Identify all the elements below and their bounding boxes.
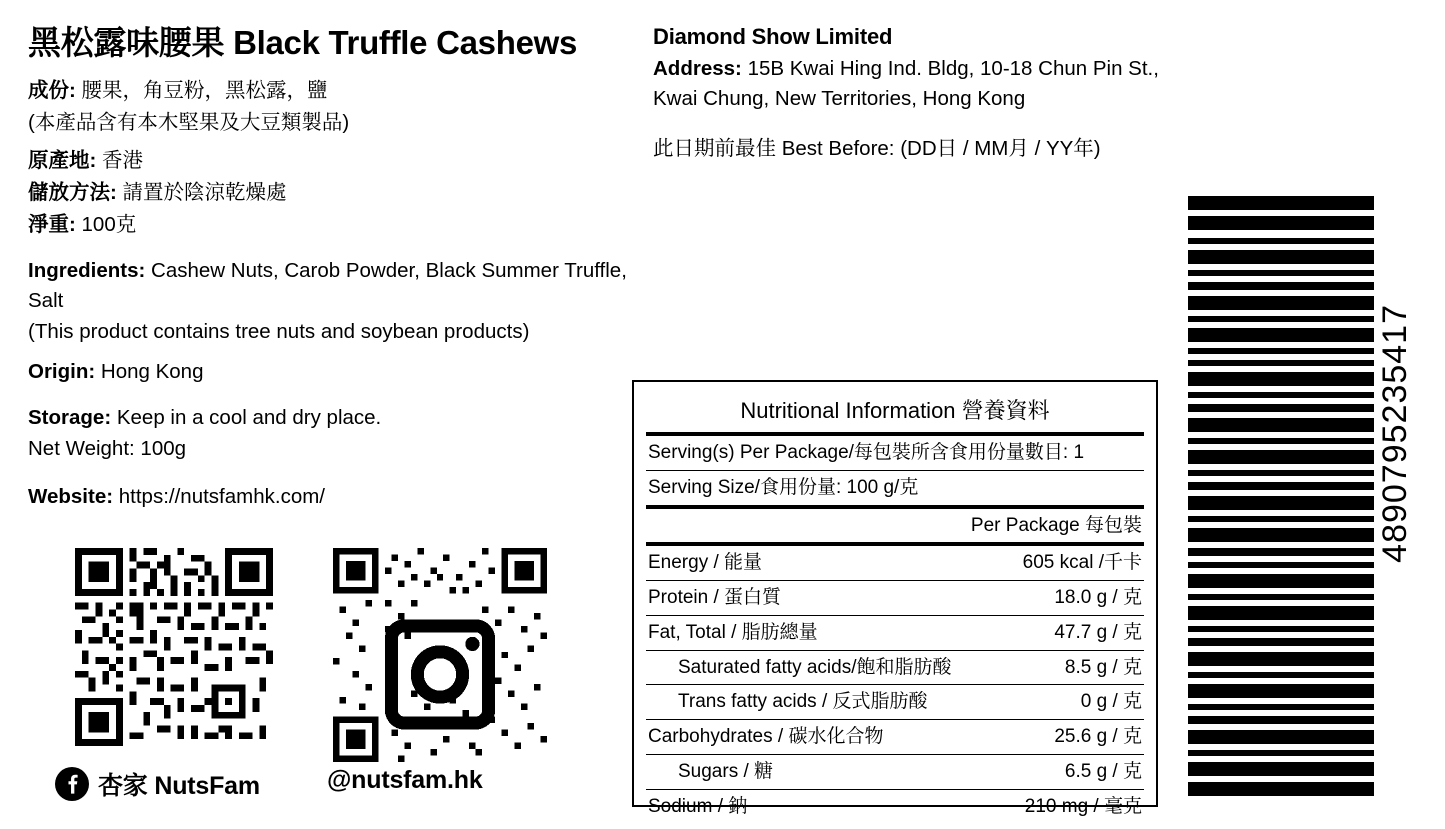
nutrient-name: Carbohydrates / 碳水化合物	[648, 726, 884, 747]
company-name: Diamond Show Limited	[653, 24, 893, 49]
facebook-handle-label: 杏家 NutsFam	[98, 772, 260, 800]
nutrient-value: 6.5 g / 克	[1064, 760, 1142, 782]
website-value[interactable]: https://nutsfamhk.com/	[118, 484, 325, 508]
nutrition-facts-table	[632, 380, 1158, 817]
en-storage-value: Keep in a cool and dry place.	[116, 405, 382, 429]
zh-origin-line	[28, 146, 628, 176]
table-row	[646, 581, 1144, 615]
en-storage-line	[28, 403, 628, 433]
product-info-panel	[28, 24, 628, 514]
zh-origin-value: 香港	[102, 149, 144, 173]
zh-ingredients-label: 成份:	[28, 78, 76, 102]
en-net-weight-line: Net Weight: 100g	[28, 437, 187, 461]
zh-allergen-note: (本產品含有本木堅果及大豆類製品)	[28, 110, 350, 134]
instagram-qr-wrapper[interactable]	[333, 548, 547, 762]
website-label: Website:	[28, 484, 114, 508]
en-ingredients-line	[28, 256, 628, 318]
zh-ingredients-value: 腰果，角豆粉，黑松露，鹽	[81, 78, 328, 102]
table-row	[646, 720, 1144, 754]
en-ingredients-label: Ingredients:	[28, 258, 146, 282]
table-row	[646, 790, 1144, 824]
nutrient-value: 25.6 g / 克	[1054, 726, 1142, 747]
address-label: Address:	[653, 57, 742, 80]
nutrient-value: 47.7 g / 克	[1054, 621, 1142, 643]
nutrient-value: 210 mg / 毫克	[1024, 795, 1142, 817]
nutrient-name: Protein / 蛋白質	[648, 587, 782, 608]
zh-ingredients-block	[28, 76, 628, 137]
instagram-handle-row[interactable]	[327, 766, 483, 795]
nutrient-name: Trans fatty acids / 反式脂肪酸	[678, 691, 928, 713]
nutrient-name: Saturated fatty acids/飽和脂肪酸	[678, 656, 952, 678]
per-package-header-row	[646, 509, 1144, 543]
facebook-handle-row[interactable]	[55, 766, 260, 802]
en-origin-label: Origin:	[28, 359, 96, 383]
nutrient-name: Fat, Total / 脂肪總量	[648, 621, 818, 643]
company-info-panel	[653, 24, 1273, 161]
table-row	[646, 651, 1144, 685]
en-allergen-note: (This product contains tree nuts and soybean products)	[28, 320, 530, 344]
zh-ingredients-line	[28, 76, 628, 106]
nutrient-name: Sugars / 糖	[678, 760, 774, 782]
facebook-qr-wrapper[interactable]	[75, 548, 273, 746]
facebook-icon	[55, 767, 89, 801]
servings-per-package-row	[646, 436, 1144, 470]
en-ingredients-block	[28, 256, 628, 348]
per-package-header: Per Package 每包裝	[970, 514, 1142, 536]
serving-size-text: Serving Size/食用份量: 100 g/克	[648, 476, 919, 498]
nutrient-name: Sodium / 鈉	[648, 795, 748, 817]
table-row	[646, 546, 1144, 580]
nutrient-value: 18.0 g / 克	[1054, 587, 1142, 608]
zh-storage-line	[28, 178, 628, 208]
zh-net-weight-label: 淨重:	[28, 212, 76, 236]
table-row	[646, 616, 1144, 650]
zh-net-weight-value: 100克	[81, 212, 137, 236]
en-origin-line	[28, 357, 628, 387]
zh-origin-label: 原產地:	[28, 149, 97, 173]
servings-per-package-text: Serving(s) Per Package/每包裝所含食用份量數目: 1	[648, 442, 1085, 463]
zh-storage-label: 儲放方法:	[28, 181, 117, 205]
zh-net-weight-line	[28, 210, 628, 240]
barcode-number: 4890795235417	[1376, 304, 1414, 563]
nutrient-value: 0 g / 克	[1080, 691, 1142, 713]
serving-size-row	[646, 471, 1144, 505]
company-address-line-1	[653, 54, 1273, 84]
nutrition-title: Nutritional Information 營養資料	[740, 398, 1050, 423]
company-address-line-2: Kwai Chung, New Territories, Hong Kong	[653, 86, 1026, 110]
table-row	[646, 755, 1144, 789]
instagram-qr-code[interactable]	[333, 548, 547, 762]
barcode-area	[1180, 196, 1430, 796]
en-ingredients-value: Cashew Nuts, Carob Powder, Black Summer Truffle, Salt	[28, 258, 627, 313]
en-storage-label: Storage:	[28, 405, 112, 429]
best-before-line: 此日期前最佳 Best Before: (DD日 / MM月 / YY年)	[653, 137, 1101, 161]
nutrient-value: 8.5 g / 克	[1064, 656, 1142, 678]
instagram-handle-label: @nutsfam.hk	[327, 766, 483, 794]
nutrient-name: Energy / 能量	[648, 552, 763, 574]
website-line	[28, 482, 628, 512]
page-title: 黑松露味腰果 Black Truffle Cashews	[28, 24, 578, 61]
address-value-1: 15B Kwai Hing Ind. Bldg, 10-18 Chun Pin St.,	[747, 57, 1159, 80]
facebook-qr-code[interactable]	[75, 548, 273, 746]
table-row	[646, 685, 1144, 719]
zh-storage-value: 請置於陰涼乾燥處	[122, 181, 287, 205]
nutrient-value: 605 kcal /千卡	[1022, 552, 1142, 574]
en-origin-value: Hong Kong	[100, 359, 204, 383]
